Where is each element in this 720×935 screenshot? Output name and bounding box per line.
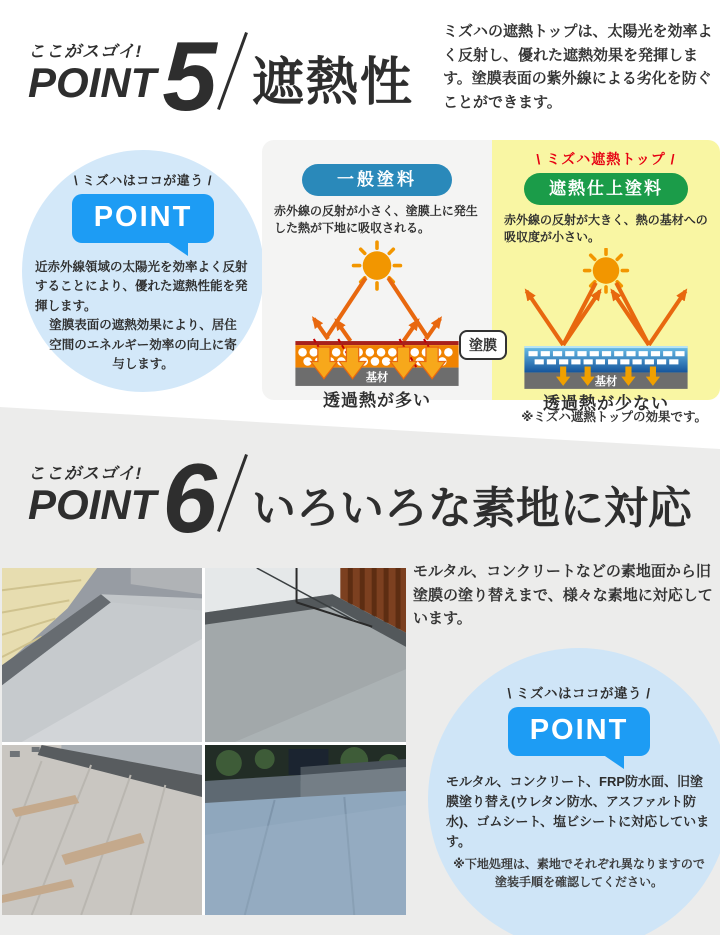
point6-highlight-circle <box>428 648 720 935</box>
point-speech-bubble: POINT <box>72 194 215 243</box>
point5-footnote: ※ミズハ遮熱トップの効果です。 <box>521 410 707 424</box>
general-paint-badge: 一般塗料 <box>302 164 452 196</box>
shield-film-layer <box>524 346 687 373</box>
photo-textured-roof <box>2 745 202 915</box>
slash-divider <box>217 32 248 110</box>
point6-circle-note: ※下地処理は、素地でそれぞれ異なりますので塗装手順を確認してください。 <box>453 856 705 889</box>
point6-intro: モルタル、コンクリートなどの素地面から旧塗膜の塗り替えまで、様々な素地に対応しています。 <box>413 563 713 628</box>
point5-title: 遮熱性 <box>251 54 414 112</box>
photo-blue-rooftop <box>205 745 406 915</box>
substrate-label: 基材 <box>594 375 618 388</box>
point6-point-word: POINT <box>28 481 157 528</box>
general-paint-diagram <box>275 239 479 386</box>
point5-point-word: POINT <box>28 59 157 106</box>
photo-balcony-wood-railing <box>205 568 406 742</box>
point6-title: いろいろな素地に対応 <box>251 484 692 533</box>
substrate-photo-grid <box>2 568 406 915</box>
point5-tagline: ここがスゴイ! <box>28 42 143 62</box>
point5-header <box>28 20 414 131</box>
panel-mizuha-paint <box>492 140 720 413</box>
panel-general-paint <box>262 140 492 410</box>
photo-balcony-brick-wall <box>2 568 202 742</box>
general-paint-result: 透過熱が多い <box>323 390 431 410</box>
point6-tagline: ここがスゴイ! <box>28 464 143 484</box>
point5-circle-body2: 塗膜表面の遮熱効果により、居住空間のエネルギー効率の向上に寄与します。 <box>49 318 237 371</box>
mizuha-paint-result: 透過熱が少ない <box>543 393 669 413</box>
substrate-label: 基材 <box>365 371 389 384</box>
point6-header <box>28 442 692 553</box>
point5-number: 5 <box>162 20 217 131</box>
point6-circle-body: モルタル、コンクリート、FRP防水面、旧塗膜塗り替え(ウレタン防水、アスファルト防水)、ゴムシート、塩ビシートに対応しています。 <box>446 774 710 850</box>
point6-circle-kicker: \ ミズハはココが違う / <box>507 686 651 701</box>
sun-icon <box>585 249 628 292</box>
point6-number: 6 <box>162 442 217 553</box>
general-paint-desc: 赤外線の反射が小さく、塗膜上に発生した熱が下地に吸収される。 <box>274 204 478 235</box>
mizuha-panel-kicker: \ ミズハ遮熱トップ / <box>536 151 676 167</box>
mizuha-paint-diagram <box>504 248 708 389</box>
slash-divider <box>217 454 248 532</box>
point6-header-left <box>28 465 156 526</box>
film-callout-label: 塗膜 <box>459 330 507 360</box>
mizuha-paint-desc: 赤外線の反射が大きく、熱の基材への吸収度が小さい。 <box>504 213 708 244</box>
heat-comparison-panels <box>262 140 720 413</box>
point-speech-bubble: POINT <box>508 707 651 756</box>
mizuha-paint-badge: 遮熱仕上塗料 <box>524 173 688 205</box>
point5-intro: ミズハの遮熱トップは、太陽光を効率よく反射し、優れた遮熱効果を発揮します。塗膜表面の紫外線による劣化を防ぐことができます。 <box>443 23 713 112</box>
point5-highlight-circle <box>22 150 264 392</box>
point5-circle-kicker: \ ミズハはココが違う / <box>74 173 212 188</box>
strong-reflection-arrows <box>526 291 685 345</box>
point5-header-left <box>28 43 156 104</box>
point5-circle-body1: 近赤外線領域の太陽光を効率よく反射することにより、優れた遮熱性能を発揮します。 <box>35 260 248 313</box>
